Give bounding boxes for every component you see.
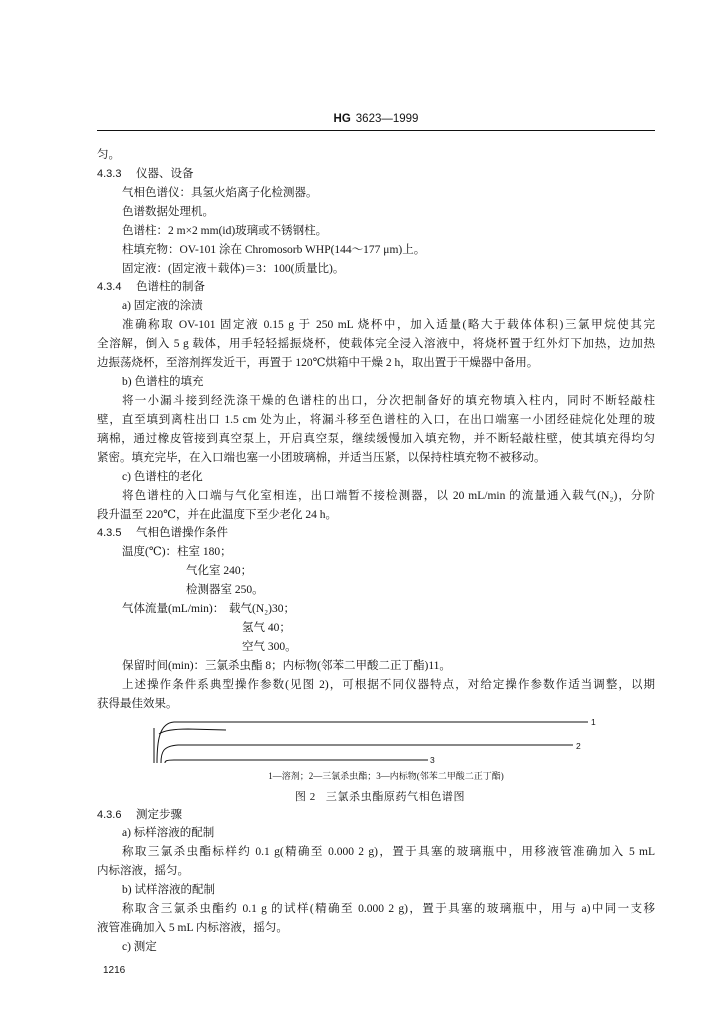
gas-flow-value: 空气 300。 bbox=[242, 640, 297, 653]
subsection-label: b) 试样溶液的配制 bbox=[122, 884, 215, 897]
temperature-label: 温度(℃)： bbox=[122, 546, 178, 559]
section-title: 仪器、设备 bbox=[136, 167, 194, 180]
paragraph-line: 称取含三氯杀虫酯约 0.1 g 的试样(精确至 0.000 2 g)，置于具塞的玻璃瓶中，用与 a)中同一支移 bbox=[122, 903, 655, 916]
temperature-row bbox=[97, 543, 655, 562]
section-heading-4-3-3 bbox=[97, 165, 655, 184]
body-text-upper bbox=[97, 146, 655, 714]
standard-prefix: HG bbox=[333, 113, 351, 125]
paragraph-line: 上述操作条件系典型操作参数(见图 2)，可根据不同仪器特点，对给定操作参数作适当调整，以期 bbox=[122, 678, 655, 691]
equipment-item: 柱填充物：OV-101 涂在 Chromosorb WHP(144～177 μm)上。 bbox=[122, 243, 426, 256]
paragraph-line: 内标溶液，摇匀。 bbox=[97, 865, 189, 878]
subsection-label: a) 固定液的涂渍 bbox=[122, 300, 203, 313]
figure-caption bbox=[101, 789, 659, 805]
section-number: 4.3.3 bbox=[97, 167, 122, 180]
continuation-text: 匀。 bbox=[97, 149, 120, 161]
peak-1-trace bbox=[157, 722, 588, 763]
subsection-label: a) 标样溶液的配制 bbox=[122, 827, 215, 840]
section-heading-4-3-4 bbox=[97, 278, 655, 297]
header-rule bbox=[97, 130, 655, 131]
gas-flow-value: 氢气 40； bbox=[242, 622, 291, 635]
equipment-item: 色谱柱：2 m×2 mm(id)玻璃或不锈钢柱。 bbox=[122, 224, 328, 237]
peak-label-2: 2 bbox=[576, 741, 581, 751]
figure-title: 三氯杀虫酯原药气相色谱图 bbox=[325, 791, 466, 803]
paragraph-line: 将色谱柱的入口端与气化室相连，出口端暂不接检测器，以 20 mL/min 的流量通入载气(N₂)，分阶 bbox=[122, 489, 655, 502]
temperature-value: 检测器室 250。 bbox=[186, 584, 264, 597]
page-number: 1216 bbox=[103, 965, 126, 976]
section-title: 气相色谱操作条件 bbox=[136, 527, 228, 540]
temperature-value: 柱室 180； bbox=[177, 546, 232, 559]
paragraph-line: 液管准确加入 5 mL 内标溶液，摇匀。 bbox=[97, 922, 288, 935]
equipment-item: 固定液：(固定液＋载体)＝3：100(质量比)。 bbox=[122, 262, 345, 275]
section-heading-4-3-6 bbox=[97, 806, 655, 825]
paragraph-line: 段升温至 220℃，并在此温度下至少老化 24 h。 bbox=[97, 508, 337, 521]
chromatogram-figure bbox=[140, 708, 610, 770]
paragraph-line: 获得最佳效果。 bbox=[97, 697, 178, 710]
paragraph-line: 紧密。填充完毕，在入口端也塞一小团玻璃棉，并适当压紧，以保持柱填充物不被移动。 bbox=[97, 451, 546, 464]
subsection-label: c) 测定 bbox=[122, 940, 157, 953]
solvent-tail-curve bbox=[159, 729, 226, 734]
section-title: 色谱柱的制备 bbox=[136, 281, 205, 294]
subsection-label: c) 色谱柱的老化 bbox=[122, 470, 203, 483]
paragraph-line: 璃棉，通过橡皮管接到真空泵上，开启真空泵，继续缓慢加入填充物，并不断轻敲柱壁，使其填充得均匀 bbox=[97, 432, 655, 445]
gas-flow-row bbox=[97, 600, 655, 619]
figure-number: 图 2 bbox=[294, 791, 316, 803]
equipment-item: 色谱数据处理机。 bbox=[122, 205, 214, 218]
gas-flow-label: 气体流量(mL/min)： bbox=[122, 603, 225, 616]
temperature-value: 气化室 240； bbox=[186, 565, 253, 578]
section-number: 4.3.4 bbox=[97, 281, 122, 294]
paragraph-line: 将一小漏斗接到经洗涤干燥的色谱柱的出口，分次把制备好的填充物填入柱内，同时不断轻敲柱 bbox=[122, 394, 655, 407]
paragraph-line: 壁，直至填到离柱出口 1.5 cm 处为止，将漏斗移至色谱柱的入口，在出口端塞一小团经硅烷化处理的玻 bbox=[97, 413, 655, 426]
equipment-item: 气相色谱仪：具氢火焰离子化检测器。 bbox=[122, 186, 318, 199]
retention-time: 保留时间(min)：三氯杀虫酯 8；内标物(邻苯二甲酸二正丁酯)11。 bbox=[122, 659, 451, 672]
peak-3-trace bbox=[165, 760, 428, 763]
gas-flow-value: 载气(N₂)30； bbox=[229, 603, 295, 616]
peak-label-1: 1 bbox=[591, 717, 596, 727]
running-header bbox=[97, 111, 655, 127]
paragraph-line: 边振荡烧杯，至溶剂挥发近干，再置于 120℃烘箱中干燥 2 h，取出置于干燥器中备用。 bbox=[97, 357, 539, 370]
paragraph-line: 准确称取 OV-101 固定液 0.15 g 于 250 mL 烧杯中，加入适量(略大于载体体积)三氯甲烷使其完 bbox=[122, 319, 655, 332]
paragraph-line: 全溶解，倒入 5 g 载体，用手轻轻摇振烧杯，使载体完全浸入溶液中，将烧杯置于红外灯下加热，边加热 bbox=[97, 338, 655, 351]
subsection-label: b) 色谱柱的填充 bbox=[122, 376, 204, 389]
paragraph-line: 称取三氯杀虫酯标样约 0.1 g(精确至 0.000 2 g)，置于具塞的玻璃瓶中，用移液管准确加入 5 mL bbox=[122, 846, 655, 859]
body-text-lower bbox=[97, 806, 655, 957]
section-title: 测定步骤 bbox=[136, 808, 182, 821]
standard-code: 3623—1999 bbox=[355, 113, 419, 125]
section-number: 4.3.5 bbox=[97, 527, 122, 540]
section-number: 4.3.6 bbox=[97, 808, 122, 821]
section-heading-4-3-5 bbox=[97, 524, 655, 543]
peak-label-3: 3 bbox=[430, 755, 435, 765]
figure-legend: 1—溶剂；2—三氯杀虫酯；3—内标物(邻苯二甲酸二正丁酯) bbox=[268, 771, 504, 781]
